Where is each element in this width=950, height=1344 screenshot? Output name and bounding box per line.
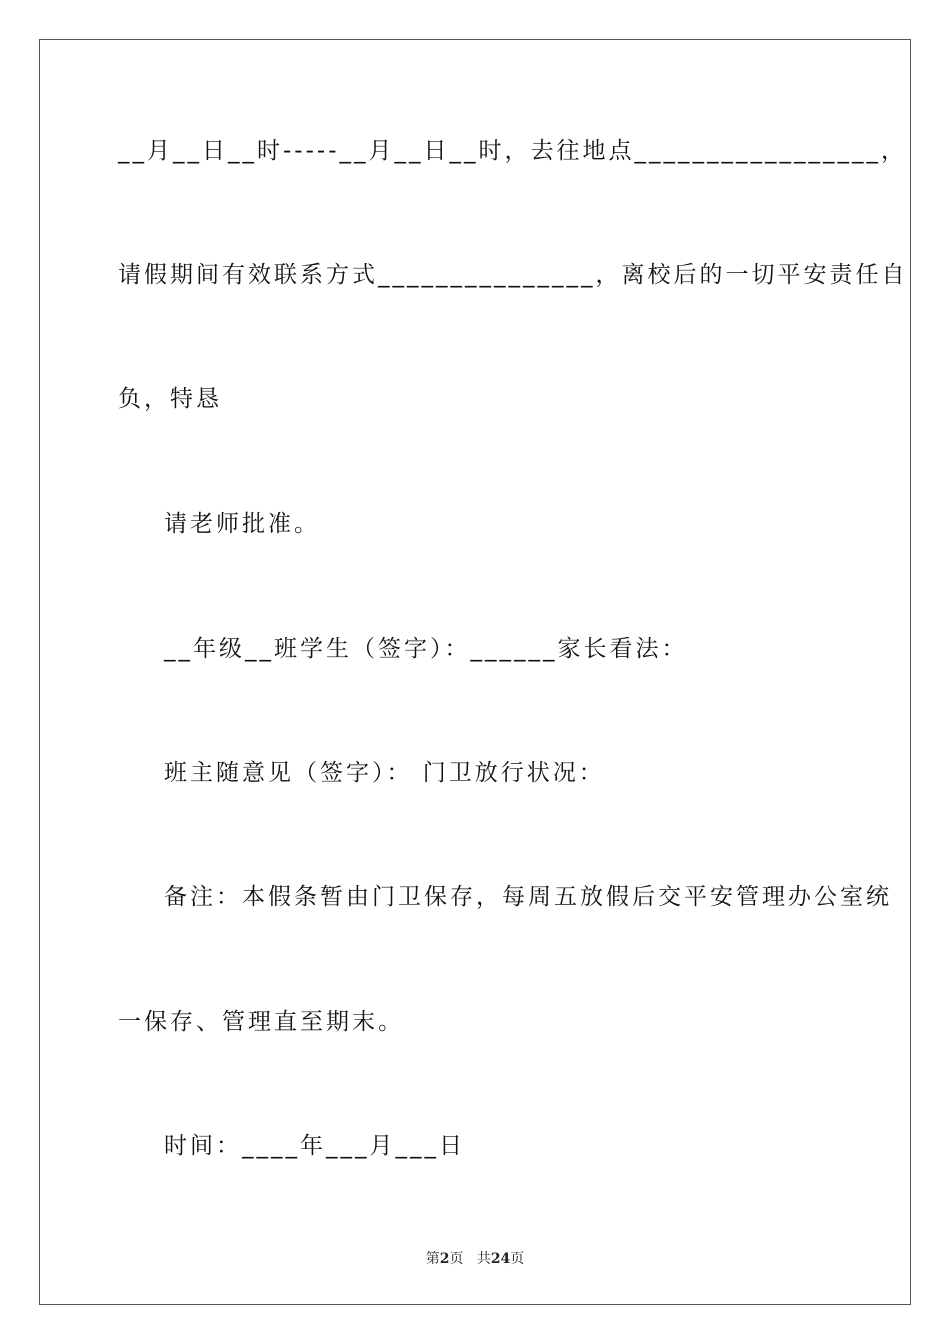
text-line-5: __年级__班学生（签字）：______家长看法：	[164, 636, 688, 662]
text-line-3: 负，特恳	[118, 386, 222, 412]
footer-total-pages: 24	[490, 1251, 511, 1267]
page-footer	[0, 1248, 950, 1268]
footer-total-suffix: 页	[510, 1251, 525, 1267]
text-line-4: 请老师批准。	[164, 511, 320, 537]
text-line-1: __月__日__时-----__月__日__时，去往地点_________________，	[118, 138, 907, 164]
text-line-9: 时间：____年___月___日	[164, 1133, 465, 1159]
footer-page-suffix: 页	[449, 1251, 464, 1267]
footer-total-prefix: 共	[476, 1251, 491, 1267]
text-line-7: 备注：本假条暂由门卫保存，每周五放假后交平安管理办公室统	[164, 884, 892, 910]
text-line-2: 请假期间有效联系方式_______________，离校后的一切平安责任自	[118, 262, 908, 288]
page-frame	[39, 39, 911, 1305]
text-line-8: 一保存、管理直至期末。	[118, 1009, 404, 1035]
footer-page-prefix: 第	[425, 1251, 440, 1267]
text-line-6: 班主随意见（签字）： 门卫放行状况：	[164, 760, 605, 786]
footer-page-number: 2	[439, 1251, 450, 1267]
